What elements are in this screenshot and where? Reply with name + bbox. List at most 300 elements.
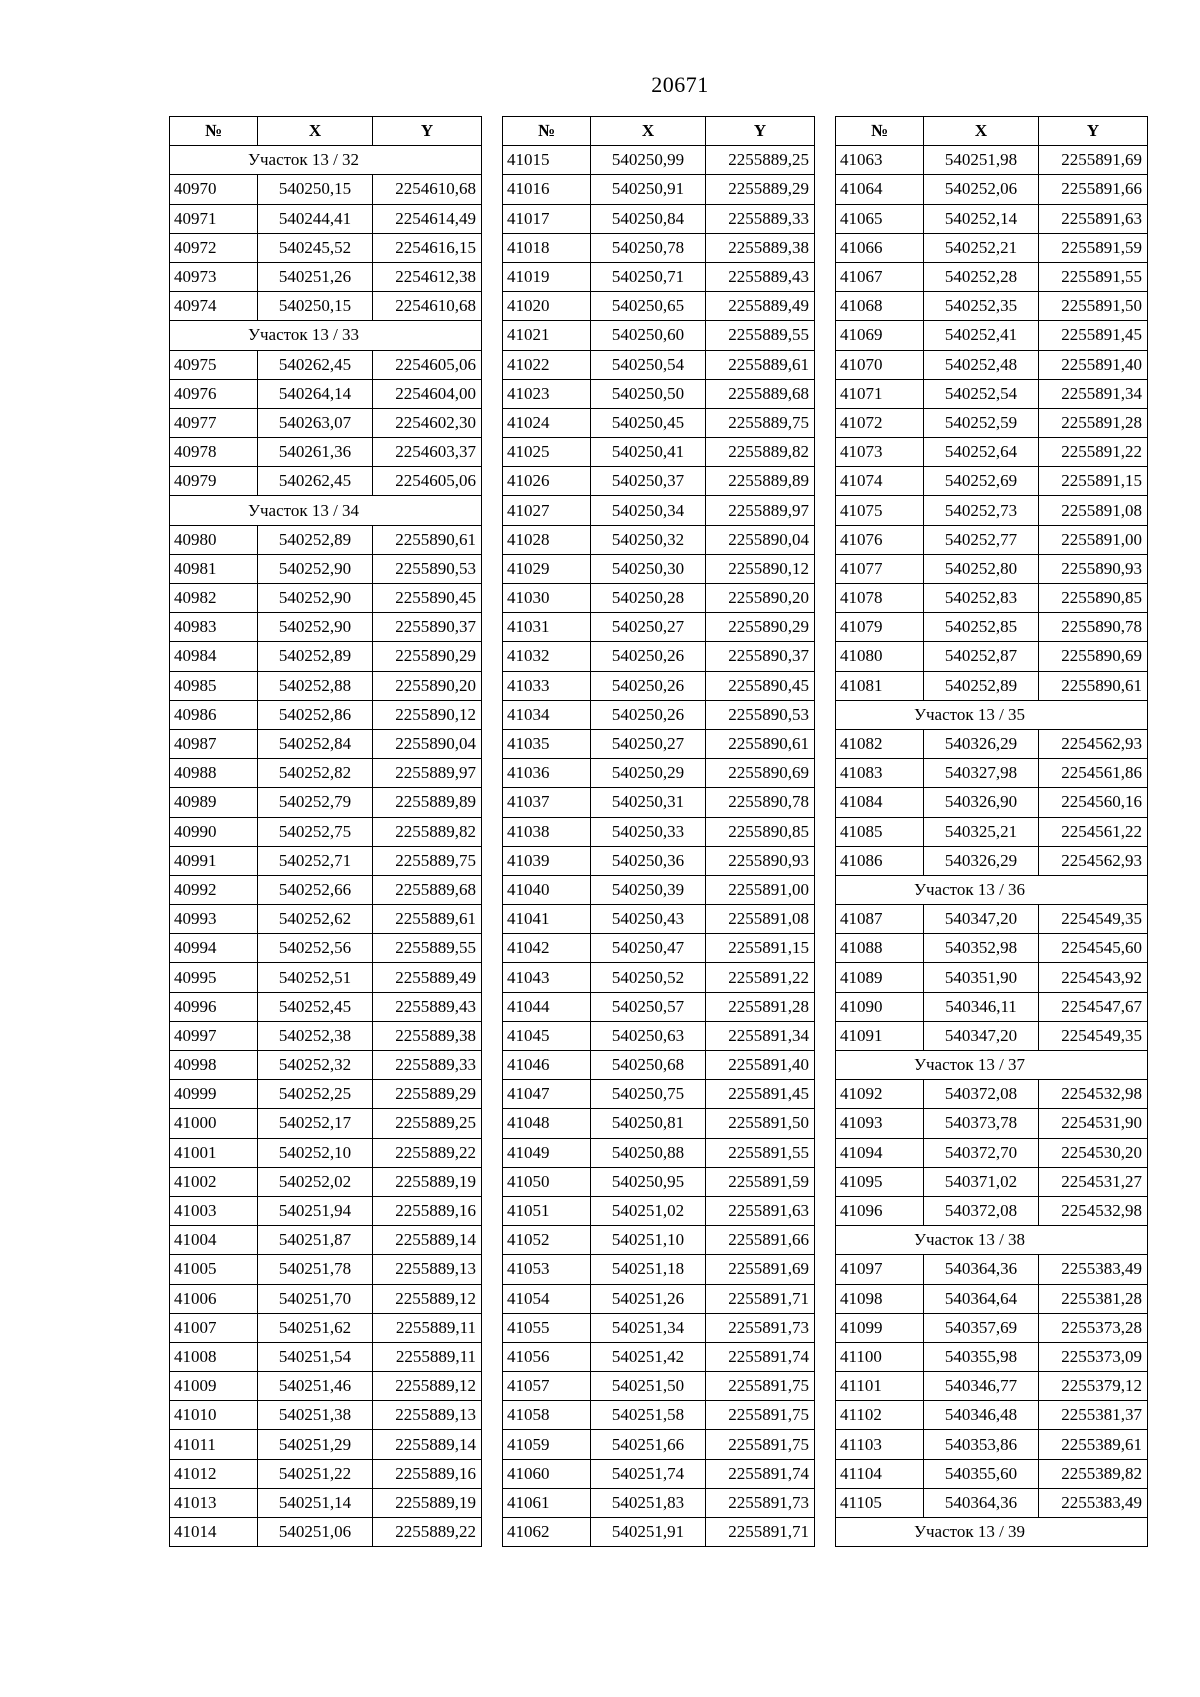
- y-coordinate-cell: 2255890,78: [1039, 613, 1148, 642]
- table-row: [503, 379, 815, 408]
- y-coordinate-cell: 2255891,63: [706, 1196, 815, 1225]
- y-coordinate-cell: 2255889,12: [373, 1284, 482, 1313]
- point-number-cell: 41046: [503, 1051, 591, 1080]
- y-coordinate-cell: 2254603,37: [373, 438, 482, 467]
- point-number-cell: 41089: [836, 963, 924, 992]
- table-row: [170, 438, 482, 467]
- y-coordinate-cell: 2255889,19: [373, 1488, 482, 1517]
- point-number-cell: 41036: [503, 759, 591, 788]
- table-row: [170, 759, 482, 788]
- header-y: Y: [1039, 117, 1148, 146]
- x-coordinate-cell: 540250,28: [591, 584, 706, 613]
- table-row: [836, 1459, 1148, 1488]
- x-coordinate-cell: 540252,14: [924, 204, 1039, 233]
- section-label: Участок 13 / 35: [913, 704, 1026, 724]
- x-coordinate-cell: 540252,75: [258, 817, 373, 846]
- x-coordinate-cell: 540250,39: [591, 875, 706, 904]
- x-coordinate-cell: 540250,36: [591, 846, 706, 875]
- point-number-cell: 41097: [836, 1255, 924, 1284]
- x-coordinate-cell: 540326,29: [924, 729, 1039, 758]
- table-row: [170, 1284, 482, 1313]
- point-number-cell: 40992: [170, 875, 258, 904]
- table-row: [503, 1430, 815, 1459]
- header-y: Y: [706, 117, 815, 146]
- point-number-cell: 41026: [503, 467, 591, 496]
- x-coordinate-cell: 540251,18: [591, 1255, 706, 1284]
- x-coordinate-cell: 540252,89: [258, 642, 373, 671]
- y-coordinate-cell: 2255891,34: [1039, 379, 1148, 408]
- section-cell: [836, 1226, 1148, 1255]
- point-number-cell: 41007: [170, 1313, 258, 1342]
- point-number-cell: 40980: [170, 525, 258, 554]
- table-row: [170, 1255, 482, 1284]
- y-coordinate-cell: 2255889,89: [373, 788, 482, 817]
- table-row: [503, 204, 815, 233]
- table-row: [503, 788, 815, 817]
- y-coordinate-cell: 2255379,12: [1039, 1372, 1148, 1401]
- header-y: Y: [373, 117, 482, 146]
- y-coordinate-cell: 2255891,73: [706, 1488, 815, 1517]
- x-coordinate-cell: 540372,08: [924, 1080, 1039, 1109]
- table-row: [170, 1109, 482, 1138]
- x-coordinate-cell: 540251,38: [258, 1401, 373, 1430]
- y-coordinate-cell: 2255890,69: [706, 759, 815, 788]
- x-coordinate-cell: 540251,06: [258, 1518, 373, 1547]
- x-coordinate-cell: 540251,74: [591, 1459, 706, 1488]
- point-number-cell: 40997: [170, 1021, 258, 1050]
- point-number-cell: 41076: [836, 525, 924, 554]
- point-number-cell: 41022: [503, 350, 591, 379]
- table-row: [503, 671, 815, 700]
- x-coordinate-cell: 540325,21: [924, 817, 1039, 846]
- point-number-cell: 40976: [170, 379, 258, 408]
- section-row: [836, 875, 1148, 904]
- y-coordinate-cell: 2255889,38: [373, 1021, 482, 1050]
- table-row: [503, 292, 815, 321]
- y-coordinate-cell: 2255889,43: [706, 262, 815, 291]
- table-row: [170, 1342, 482, 1371]
- x-coordinate-cell: 540252,45: [258, 992, 373, 1021]
- y-coordinate-cell: 2255890,45: [373, 584, 482, 613]
- table-row: [170, 671, 482, 700]
- table-row: [170, 700, 482, 729]
- y-coordinate-cell: 2255373,09: [1039, 1342, 1148, 1371]
- table-row: [836, 1167, 1148, 1196]
- table-row: [836, 379, 1148, 408]
- header-number: №: [836, 117, 924, 146]
- table-row: [170, 262, 482, 291]
- y-coordinate-cell: 2255890,93: [706, 846, 815, 875]
- point-number-cell: 41078: [836, 584, 924, 613]
- x-coordinate-cell: 540252,69: [924, 467, 1039, 496]
- table-row: [170, 1459, 482, 1488]
- y-coordinate-cell: 2255891,22: [1039, 438, 1148, 467]
- point-number-cell: 40987: [170, 729, 258, 758]
- y-coordinate-cell: 2255889,29: [706, 175, 815, 204]
- x-coordinate-cell: 540250,30: [591, 554, 706, 583]
- table-row: [836, 1284, 1148, 1313]
- point-number-cell: 41056: [503, 1342, 591, 1371]
- x-coordinate-cell: 540250,91: [591, 175, 706, 204]
- table-row: [503, 1284, 815, 1313]
- table-row: [170, 613, 482, 642]
- table-row: [836, 671, 1148, 700]
- x-coordinate-cell: 540250,78: [591, 233, 706, 262]
- point-number-cell: 41032: [503, 642, 591, 671]
- y-coordinate-cell: 2255889,61: [706, 350, 815, 379]
- table-row: [836, 1138, 1148, 1167]
- point-number-cell: 41023: [503, 379, 591, 408]
- y-coordinate-cell: 2254562,93: [1039, 846, 1148, 875]
- table-row: [170, 817, 482, 846]
- header-x: X: [924, 117, 1039, 146]
- point-number-cell: 41054: [503, 1284, 591, 1313]
- point-number-cell: 41006: [170, 1284, 258, 1313]
- x-coordinate-cell: 540251,29: [258, 1430, 373, 1459]
- table-row: [170, 1196, 482, 1225]
- x-coordinate-cell: 540250,33: [591, 817, 706, 846]
- y-coordinate-cell: 2254531,90: [1039, 1109, 1148, 1138]
- y-coordinate-cell: 2255889,33: [373, 1051, 482, 1080]
- y-coordinate-cell: 2254561,22: [1039, 817, 1148, 846]
- x-coordinate-cell: 540251,50: [591, 1372, 706, 1401]
- x-coordinate-cell: 540252,89: [258, 525, 373, 554]
- x-coordinate-cell: 540252,88: [258, 671, 373, 700]
- y-coordinate-cell: 2255889,75: [373, 846, 482, 875]
- table-row: [170, 408, 482, 437]
- point-number-cell: 41002: [170, 1167, 258, 1196]
- table-row: [503, 1372, 815, 1401]
- y-coordinate-cell: 2255889,12: [373, 1372, 482, 1401]
- x-coordinate-cell: 540251,42: [591, 1342, 706, 1371]
- x-coordinate-cell: 540327,98: [924, 759, 1039, 788]
- table-row: [170, 1518, 482, 1547]
- y-coordinate-cell: 2255889,38: [706, 233, 815, 262]
- point-number-cell: 41013: [170, 1488, 258, 1517]
- y-coordinate-cell: 2255891,40: [706, 1051, 815, 1080]
- x-coordinate-cell: 540250,37: [591, 467, 706, 496]
- table-row: [170, 729, 482, 758]
- table-row: [836, 1109, 1148, 1138]
- point-number-cell: 41047: [503, 1080, 591, 1109]
- table-row: [170, 1226, 482, 1255]
- header-x: X: [591, 117, 706, 146]
- x-coordinate-cell: 540250,29: [591, 759, 706, 788]
- x-coordinate-cell: 540326,90: [924, 788, 1039, 817]
- table-row: [836, 554, 1148, 583]
- x-coordinate-cell: 540346,77: [924, 1372, 1039, 1401]
- table-row: [503, 1051, 815, 1080]
- point-number-cell: 41035: [503, 729, 591, 758]
- table-row: [503, 1226, 815, 1255]
- y-coordinate-cell: 2255890,69: [1039, 642, 1148, 671]
- y-coordinate-cell: 2254530,20: [1039, 1138, 1148, 1167]
- y-coordinate-cell: 2255890,04: [373, 729, 482, 758]
- point-number-cell: 40970: [170, 175, 258, 204]
- table-row: [836, 905, 1148, 934]
- y-coordinate-cell: 2255891,50: [706, 1109, 815, 1138]
- table-row: [836, 846, 1148, 875]
- table-row: [170, 642, 482, 671]
- y-coordinate-cell: 2255891,28: [706, 992, 815, 1021]
- table-row: [170, 204, 482, 233]
- point-number-cell: 41044: [503, 992, 591, 1021]
- y-coordinate-cell: 2255891,34: [706, 1021, 815, 1050]
- table-row: [170, 584, 482, 613]
- x-coordinate-cell: 540250,81: [591, 1109, 706, 1138]
- point-number-cell: 40998: [170, 1051, 258, 1080]
- y-coordinate-cell: 2255891,00: [706, 875, 815, 904]
- table-row: [170, 875, 482, 904]
- y-coordinate-cell: 2255383,49: [1039, 1255, 1148, 1284]
- point-number-cell: 41091: [836, 1021, 924, 1050]
- section-label: Участок 13 / 36: [913, 879, 1026, 899]
- y-coordinate-cell: 2255889,13: [373, 1401, 482, 1430]
- table-row: [836, 1401, 1148, 1430]
- point-number-cell: 41085: [836, 817, 924, 846]
- x-coordinate-cell: 540250,27: [591, 729, 706, 758]
- table-row: [503, 1255, 815, 1284]
- x-coordinate-cell: 540326,29: [924, 846, 1039, 875]
- y-coordinate-cell: 2255891,66: [1039, 175, 1148, 204]
- point-number-cell: 41077: [836, 554, 924, 583]
- table-row: [836, 146, 1148, 175]
- y-coordinate-cell: 2255891,15: [706, 934, 815, 963]
- y-coordinate-cell: 2255891,45: [706, 1080, 815, 1109]
- section-cell: [170, 146, 482, 175]
- table-row: [503, 1138, 815, 1167]
- table-row: [170, 554, 482, 583]
- x-coordinate-cell: 540252,32: [258, 1051, 373, 1080]
- x-coordinate-cell: 540251,46: [258, 1372, 373, 1401]
- x-coordinate-cell: 540252,21: [924, 233, 1039, 262]
- table-row: [170, 175, 482, 204]
- point-number-cell: 41066: [836, 233, 924, 262]
- point-number-cell: 41084: [836, 788, 924, 817]
- x-coordinate-cell: 540250,15: [258, 175, 373, 204]
- section-label: Участок 13 / 34: [247, 500, 360, 520]
- y-coordinate-cell: 2254532,98: [1039, 1196, 1148, 1225]
- table-row: [503, 146, 815, 175]
- y-coordinate-cell: 2255889,13: [373, 1255, 482, 1284]
- y-coordinate-cell: 2255889,25: [706, 146, 815, 175]
- table-row: [836, 1196, 1148, 1225]
- x-coordinate-cell: 540252,06: [924, 175, 1039, 204]
- point-number-cell: 40978: [170, 438, 258, 467]
- x-coordinate-cell: 540251,26: [258, 262, 373, 291]
- table-header-row: [170, 117, 482, 146]
- table-row: [503, 729, 815, 758]
- table-row: [170, 788, 482, 817]
- table-row: [503, 934, 815, 963]
- section-label: Участок 13 / 32: [247, 150, 360, 170]
- y-coordinate-cell: 2255891,59: [1039, 233, 1148, 262]
- table-row: [170, 350, 482, 379]
- y-coordinate-cell: 2254532,98: [1039, 1080, 1148, 1109]
- y-coordinate-cell: 2255891,15: [1039, 467, 1148, 496]
- y-coordinate-cell: 2255890,29: [373, 642, 482, 671]
- point-number-cell: 41043: [503, 963, 591, 992]
- point-number-cell: 40989: [170, 788, 258, 817]
- x-coordinate-cell: 540252,83: [924, 584, 1039, 613]
- x-coordinate-cell: 540252,51: [258, 963, 373, 992]
- y-coordinate-cell: 2255890,78: [706, 788, 815, 817]
- y-coordinate-cell: 2255381,28: [1039, 1284, 1148, 1313]
- table-row: [503, 438, 815, 467]
- table-row: [836, 729, 1148, 758]
- x-coordinate-cell: 540252,02: [258, 1167, 373, 1196]
- y-coordinate-cell: 2254616,15: [373, 233, 482, 262]
- y-coordinate-cell: 2255889,43: [373, 992, 482, 1021]
- table-row: [170, 525, 482, 554]
- table-row: [503, 759, 815, 788]
- x-coordinate-cell: 540252,82: [258, 759, 373, 788]
- y-coordinate-cell: 2255891,74: [706, 1459, 815, 1488]
- y-coordinate-cell: 2255889,75: [706, 408, 815, 437]
- point-number-cell: 41069: [836, 321, 924, 350]
- point-number-cell: 41061: [503, 1488, 591, 1517]
- x-coordinate-cell: 540251,66: [591, 1430, 706, 1459]
- y-coordinate-cell: 2255383,49: [1039, 1488, 1148, 1517]
- table-row: [503, 408, 815, 437]
- y-coordinate-cell: 2254549,35: [1039, 905, 1148, 934]
- x-coordinate-cell: 540263,07: [258, 408, 373, 437]
- table-row: [503, 467, 815, 496]
- point-number-cell: 41045: [503, 1021, 591, 1050]
- point-number-cell: 41067: [836, 262, 924, 291]
- point-number-cell: 41017: [503, 204, 591, 233]
- x-coordinate-cell: 540252,73: [924, 496, 1039, 525]
- table-row: [836, 496, 1148, 525]
- y-coordinate-cell: 2254531,27: [1039, 1167, 1148, 1196]
- y-coordinate-cell: 2255891,74: [706, 1342, 815, 1371]
- x-coordinate-cell: 540355,98: [924, 1342, 1039, 1371]
- table-row: [503, 1488, 815, 1517]
- point-number-cell: 41029: [503, 554, 591, 583]
- point-number-cell: 41071: [836, 379, 924, 408]
- point-number-cell: 41012: [170, 1459, 258, 1488]
- y-coordinate-cell: 2254610,68: [373, 175, 482, 204]
- point-number-cell: 41040: [503, 875, 591, 904]
- y-coordinate-cell: 2255891,00: [1039, 525, 1148, 554]
- table-row: [836, 642, 1148, 671]
- x-coordinate-cell: 540373,78: [924, 1109, 1039, 1138]
- point-number-cell: 41055: [503, 1313, 591, 1342]
- y-coordinate-cell: 2255890,45: [706, 671, 815, 700]
- point-number-cell: 41064: [836, 175, 924, 204]
- y-coordinate-cell: 2255389,61: [1039, 1430, 1148, 1459]
- table-row: [836, 408, 1148, 437]
- point-number-cell: 41073: [836, 438, 924, 467]
- point-number-cell: 41011: [170, 1430, 258, 1459]
- section-cell: [836, 1518, 1148, 1547]
- y-coordinate-cell: 2255889,22: [373, 1518, 482, 1547]
- y-coordinate-cell: 2255889,97: [373, 759, 482, 788]
- header-x: X: [258, 117, 373, 146]
- x-coordinate-cell: 540251,91: [591, 1518, 706, 1547]
- y-coordinate-cell: 2255891,69: [1039, 146, 1148, 175]
- point-number-cell: 41041: [503, 905, 591, 934]
- x-coordinate-cell: 540251,34: [591, 1313, 706, 1342]
- point-number-cell: 41004: [170, 1226, 258, 1255]
- x-coordinate-cell: 540262,45: [258, 467, 373, 496]
- point-number-cell: 41053: [503, 1255, 591, 1284]
- table-row: [836, 262, 1148, 291]
- x-coordinate-cell: 540252,66: [258, 875, 373, 904]
- x-coordinate-cell: 540351,90: [924, 963, 1039, 992]
- table-row: [503, 496, 815, 525]
- point-number-cell: 41005: [170, 1255, 258, 1284]
- table-row: [836, 292, 1148, 321]
- point-number-cell: 41058: [503, 1401, 591, 1430]
- x-coordinate-cell: 540252,71: [258, 846, 373, 875]
- table-row: [836, 1021, 1148, 1050]
- x-coordinate-cell: 540252,25: [258, 1080, 373, 1109]
- point-number-cell: 41003: [170, 1196, 258, 1225]
- x-coordinate-cell: 540346,11: [924, 992, 1039, 1021]
- table-row: [170, 1313, 482, 1342]
- point-number-cell: 40999: [170, 1080, 258, 1109]
- table-row: [170, 1430, 482, 1459]
- x-coordinate-cell: 540250,68: [591, 1051, 706, 1080]
- point-number-cell: 41028: [503, 525, 591, 554]
- y-coordinate-cell: 2255891,75: [706, 1401, 815, 1430]
- point-number-cell: 41027: [503, 496, 591, 525]
- table-row: [503, 321, 815, 350]
- point-number-cell: 41088: [836, 934, 924, 963]
- x-coordinate-cell: 540252,10: [258, 1138, 373, 1167]
- point-number-cell: 40984: [170, 642, 258, 671]
- x-coordinate-cell: 540252,62: [258, 905, 373, 934]
- point-number-cell: 41075: [836, 496, 924, 525]
- point-number-cell: 40996: [170, 992, 258, 1021]
- coordinate-table-2: [502, 116, 815, 1547]
- x-coordinate-cell: 540347,20: [924, 905, 1039, 934]
- point-number-cell: 40991: [170, 846, 258, 875]
- y-coordinate-cell: 2255891,73: [706, 1313, 815, 1342]
- x-coordinate-cell: 540250,43: [591, 905, 706, 934]
- section-row: [170, 146, 482, 175]
- section-label: Участок 13 / 37: [913, 1055, 1026, 1075]
- point-number-cell: 40971: [170, 204, 258, 233]
- y-coordinate-cell: 2255890,53: [373, 554, 482, 583]
- x-coordinate-cell: 540252,77: [924, 525, 1039, 554]
- table-row: [503, 642, 815, 671]
- y-coordinate-cell: 2255889,68: [373, 875, 482, 904]
- x-coordinate-cell: 540252,90: [258, 613, 373, 642]
- point-number-cell: 41031: [503, 613, 591, 642]
- table-row: [836, 817, 1148, 846]
- section-cell: [836, 700, 1148, 729]
- y-coordinate-cell: 2255889,19: [373, 1167, 482, 1196]
- x-coordinate-cell: 540352,98: [924, 934, 1039, 963]
- y-coordinate-cell: 2254560,16: [1039, 788, 1148, 817]
- table-row: [170, 846, 482, 875]
- y-coordinate-cell: 2255889,33: [706, 204, 815, 233]
- point-number-cell: 41086: [836, 846, 924, 875]
- x-coordinate-cell: 540250,75: [591, 1080, 706, 1109]
- table-row: [170, 1138, 482, 1167]
- x-coordinate-cell: 540251,62: [258, 1313, 373, 1342]
- y-coordinate-cell: 2255891,22: [706, 963, 815, 992]
- table-row: [503, 233, 815, 262]
- y-coordinate-cell: 2255890,53: [706, 700, 815, 729]
- x-coordinate-cell: 540346,48: [924, 1401, 1039, 1430]
- table-row: [836, 1080, 1148, 1109]
- x-coordinate-cell: 540252,35: [924, 292, 1039, 321]
- section-row: [170, 321, 482, 350]
- table-row: [503, 1459, 815, 1488]
